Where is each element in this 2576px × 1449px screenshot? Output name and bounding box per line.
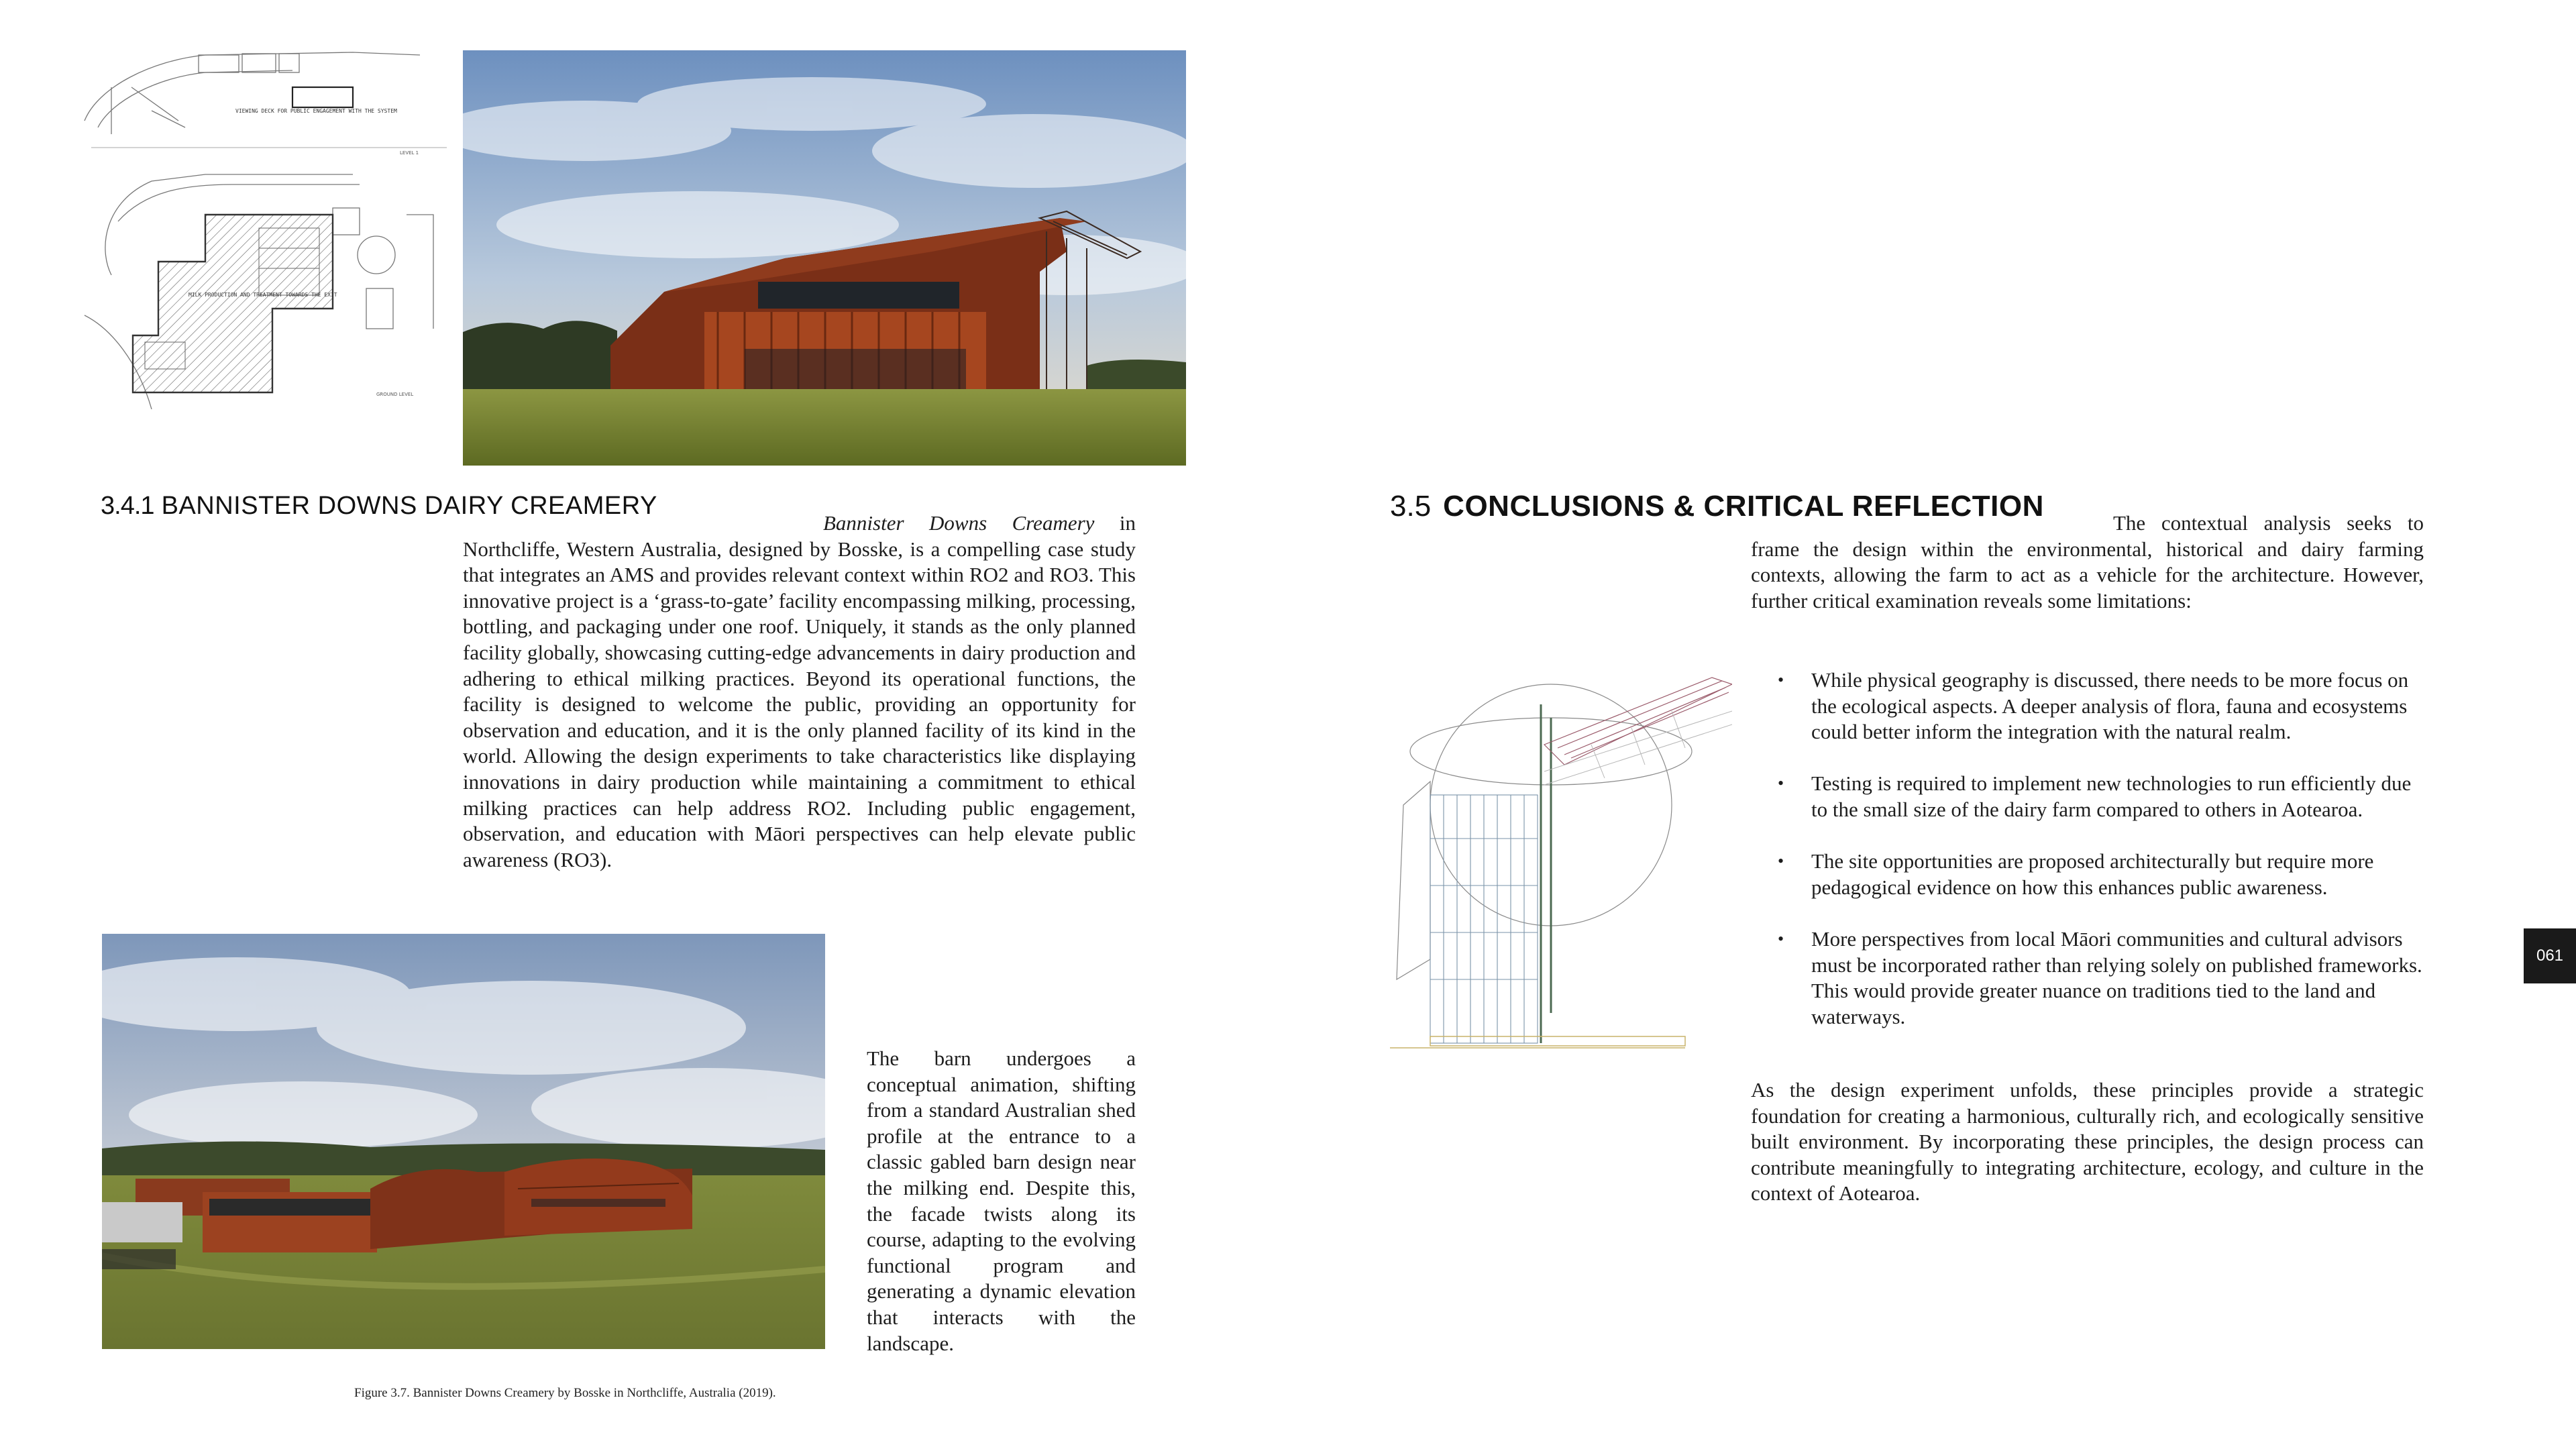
plan-lower-note: MILK PRODUCTION AND TREATMENT TOWARDS THE EXIT	[189, 292, 337, 298]
bullet-icon: •	[1778, 851, 1784, 871]
conclusion-intro-paragraph: The contextual analysis seeks to frame the design within the environmental, historical and dairy farming contexts, allowing the farm to act as a vehicle for the architecture. However, further critical examination reveals some limitations:	[1751, 511, 2424, 612]
bannister-paragraph-text: in Northcliffe, Western Australia, designed by Bosske, is a compelling case study that integrates an AMS and provides relevant context within RO2 and RO3. This innovative project is a ‘grass-to-gate’ facility encompassing milking, processing, bottling, and packaging under one roof. Uniquely, it stands as the only planned facility globally, showcasing cutting-edge advancements in dairy production and adhering to ethical milking practices. Beyond its operational functions, the facility is designed to welcome the public, providing an opportunity for observation and education, and it is the only planned facility of its kind in the world. Allowing the design experiments to take characteristics like displaying innovations in dairy production while maintaining a commitment to ethical milking practices can help address RO2. Including public engagement, observation, and education with Māori perspectives can help elevate public awareness (RO3).	[463, 511, 1136, 871]
figure-caption: Figure 3.7. Bannister Downs Creamery by Bosske in Northcliffe, Australia (2019).	[354, 1386, 776, 1400]
barn-paragraph: The barn undergoes a conceptual animation, shifting from a standard Australian shed profile at the entrance to a classic gabled barn design near the milking end. Despite this, the facade twists along its course, adapting to the evolving functional program and generating a dynamic elevation that interacts with the landscape.	[867, 1046, 1136, 1355]
limitation-text: Testing is required to implement new technologies to run efficiently due to the small size of the dairy farm compared to others in Aotearoa.	[1811, 771, 2412, 821]
limitation-item	[1778, 667, 2424, 745]
section-number: 3.4.1	[101, 492, 154, 520]
limitation-item	[1778, 926, 2424, 1030]
section-title: BANNISTER DOWNS DAIRY CREAMERY	[161, 492, 657, 520]
creamery-aerial-photo	[102, 934, 825, 1349]
plan-lower-level: GROUND LEVEL	[376, 392, 414, 397]
floor-plan-drawing	[71, 47, 447, 419]
limitation-text: More perspectives from local Māori communities and cultural advisors must be incorporated rather than relying solely on published frameworks. This would provide greater nuance on traditions tied to the land and waterways.	[1811, 926, 2422, 1028]
plan-upper-note: VIEWING DECK FOR PUBLIC ENGAGEMENT WITH THE SYSTEM	[235, 108, 397, 114]
bullet-icon: •	[1778, 928, 1784, 949]
axonometric-drawing	[1390, 664, 1732, 1057]
creamery-exterior-photo	[463, 50, 1186, 466]
closing-paragraph: As the design experiment unfolds, these principles provide a strategic foundation for creating a harmonious, culturally rich, and ecologically sensitive built environment. By incorporating these principles, the design process can contribute meaningfully to integrating architecture, ecology, and culture in the context of Aotearoa.	[1751, 1078, 2424, 1205]
limitation-item	[1778, 771, 2424, 822]
bullet-icon: •	[1778, 670, 1784, 690]
limitation-item	[1778, 849, 2424, 900]
bannister-italic-title: Bannister Downs Creamery	[823, 511, 1095, 535]
bannister-paragraph	[463, 511, 1136, 873]
page-number-tab: 061	[2524, 928, 2576, 983]
limitations-list	[1778, 667, 2424, 1056]
limitation-text: While physical geography is discussed, there needs to be more focus on the ecological aspects. A deeper analysis of flora, fauna and ecosystems could better inform the integration with the natural realm.	[1811, 668, 2409, 744]
limitation-text: The site opportunities are proposed architecturally but require more pedagogical evidence on how this enhances public awareness.	[1811, 849, 2374, 899]
section-number: 3.5	[1390, 490, 1432, 523]
plan-upper-level: LEVEL 1	[400, 150, 419, 156]
bullet-icon: •	[1778, 773, 1784, 794]
section-title: CONCLUSIONS & CRITICAL REFLECTION	[1443, 490, 2044, 523]
